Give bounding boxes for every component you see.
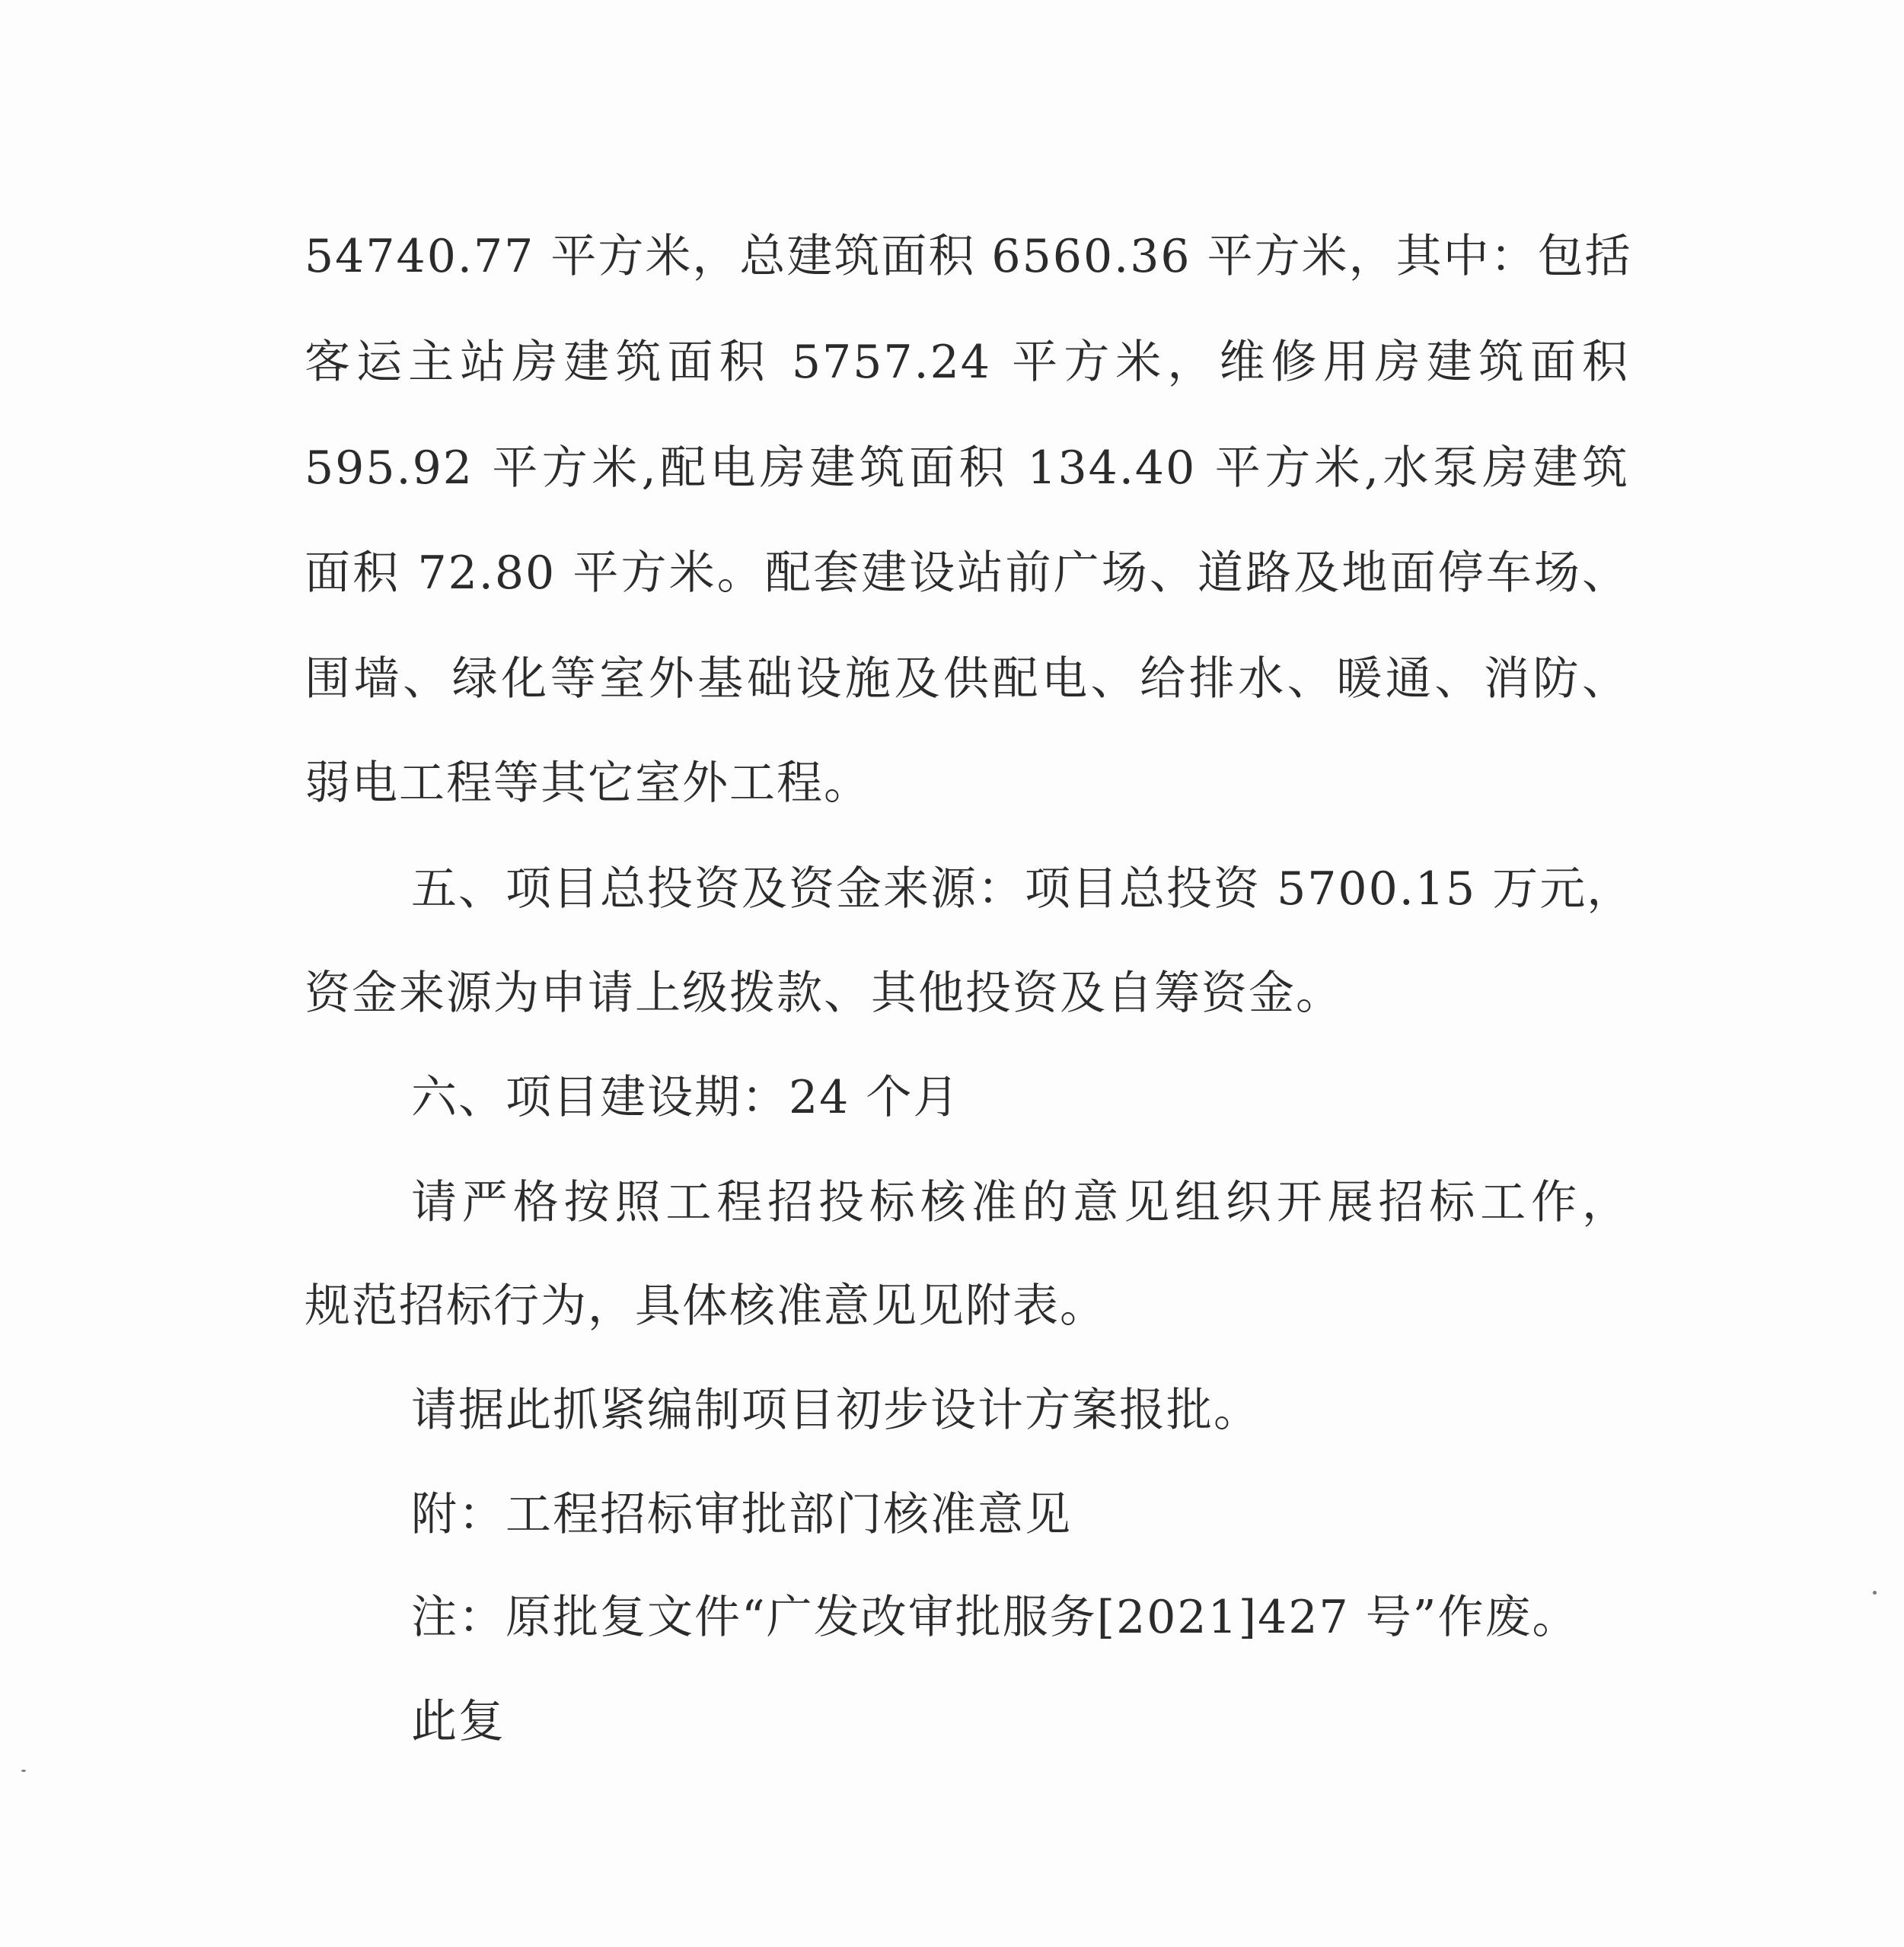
body-line-4: 面积 72.80 平方米。配套建设站前广场、道路及地面停车场、 bbox=[305, 546, 1629, 600]
instruction-line-1: 请严格按照工程招投标核准的意见组织开展招标工作， bbox=[411, 1176, 1629, 1229]
closing-phrase: 此复 bbox=[411, 1695, 506, 1748]
section-five-line-2: 资金来源为申请上级拨款、其他投资及自筹资金。 bbox=[305, 967, 1343, 1020]
attachment-note: 附：工程招标审批部门核准意见 bbox=[411, 1488, 1072, 1541]
scan-speck bbox=[21, 1770, 26, 1772]
scan-speck bbox=[1873, 1591, 1877, 1595]
body-line-3: 595.92 平方米,配电房建筑面积 134.40 平方米,水泵房建筑 bbox=[305, 441, 1629, 495]
annulment-note: 注：原批复文件“广发改审批服务[2021]427 号”作废。 bbox=[411, 1591, 1580, 1644]
body-line-2: 客运主站房建筑面积 5757.24 平方米，维修用房建筑面积 bbox=[305, 336, 1629, 389]
body-line-1: 54740.77 平方米，总建筑面积 6560.36 平方米，其中：包括 bbox=[305, 230, 1632, 283]
instruction-line-2: 规范招标行为，具体核准意见见附表。 bbox=[305, 1279, 1107, 1333]
section-six: 六、项目建设期：24 个月 bbox=[411, 1071, 961, 1124]
section-five-line-1: 五、项目总投资及资金来源：项目总投资 5700.15 万元， bbox=[411, 862, 1635, 916]
body-line-6: 弱电工程等其它室外工程。 bbox=[305, 757, 871, 810]
design-instruction: 请据此抓紧编制项目初步设计方案报批。 bbox=[411, 1384, 1261, 1437]
body-line-5: 围墙、绿化等室外基础设施及供配电、给排水、暖通、消防、 bbox=[305, 652, 1629, 706]
